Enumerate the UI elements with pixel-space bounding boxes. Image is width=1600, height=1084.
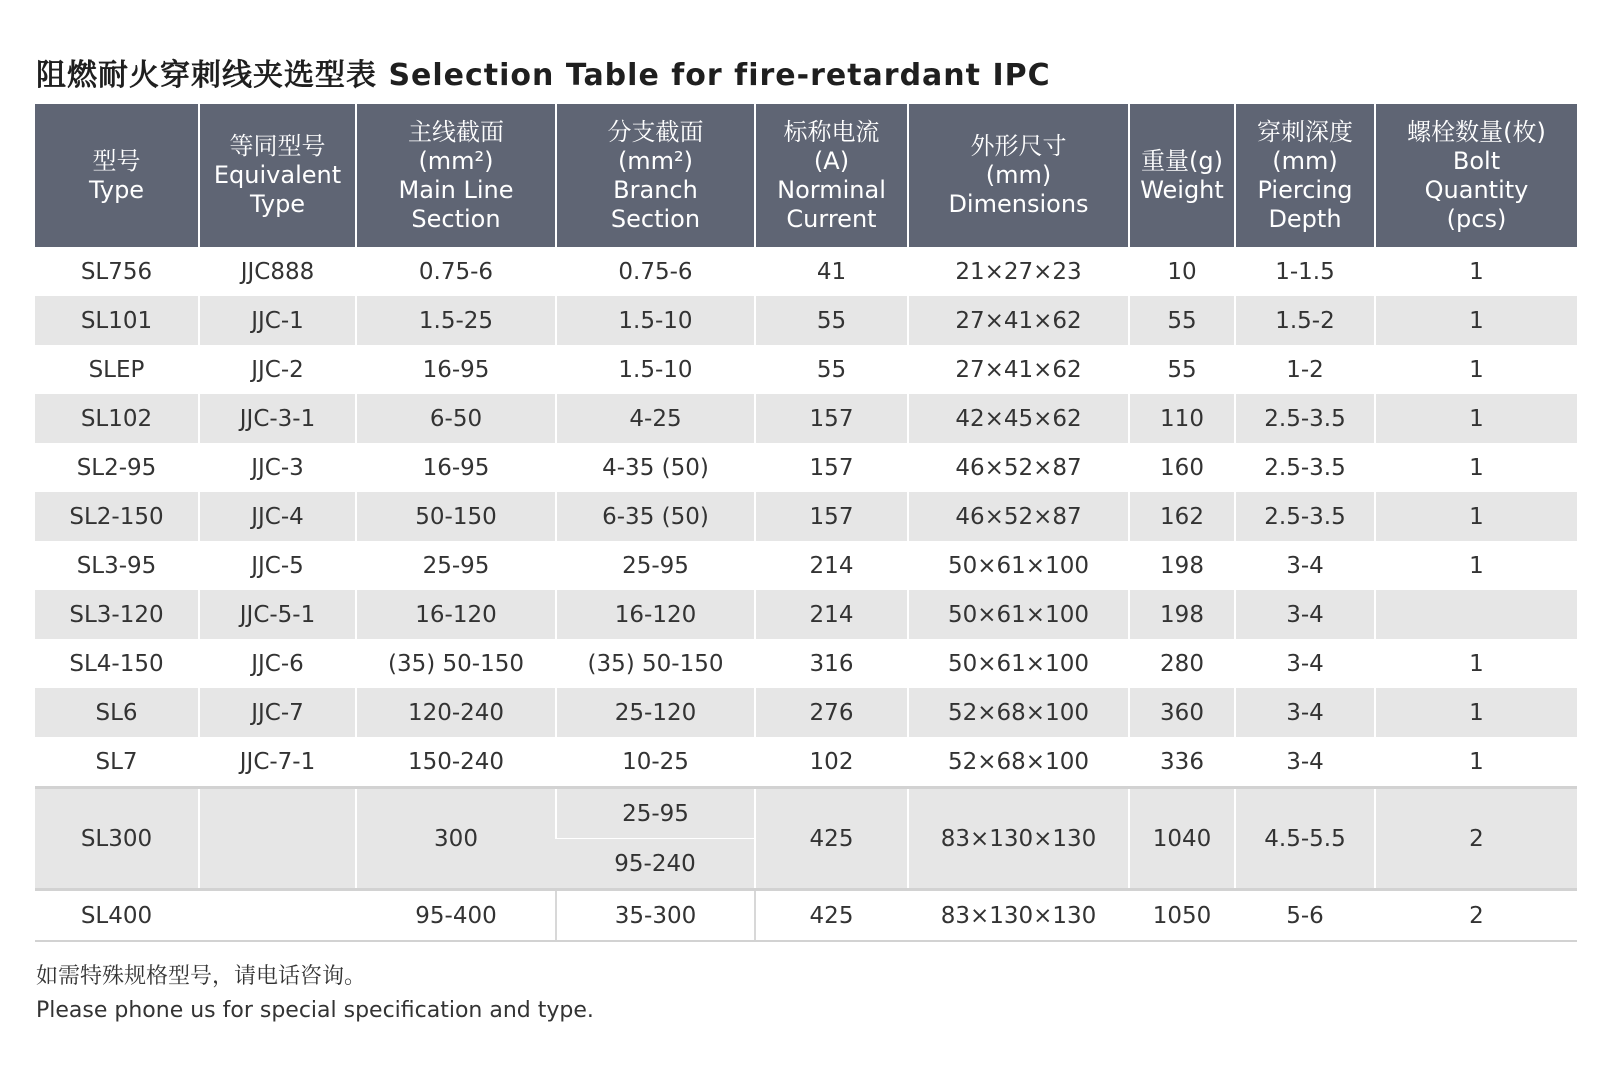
table-row xyxy=(35,443,1577,492)
cell-depth: 3-4 xyxy=(1235,688,1375,737)
cell-type: SL3-95 xyxy=(76,552,157,579)
cell-main-section: 0.75-6 xyxy=(356,247,556,296)
cell-main-section: 16-120 xyxy=(356,590,556,639)
cell-depth: 3-4 xyxy=(1235,737,1375,788)
cell-branch-section: 4-35 (50) xyxy=(556,443,755,492)
cell-bolts xyxy=(1375,590,1577,639)
cell-weight: 162 xyxy=(1129,492,1235,541)
cell-depth: 3-4 xyxy=(1235,541,1375,590)
cell-depth: 5-6 xyxy=(1235,890,1375,942)
cell-type: SL756 xyxy=(80,258,153,285)
cell-dimensions: 27×41×62 xyxy=(908,296,1129,345)
cell-branch-section: 0.75-6 xyxy=(556,247,755,296)
cell-type: SL101 xyxy=(35,296,199,345)
header-type: 型号 Type xyxy=(35,104,199,247)
cell-current: 276 xyxy=(755,688,908,737)
cell-current: 214 xyxy=(755,590,908,639)
table-row xyxy=(35,492,1577,541)
cell-type: SL2-95 xyxy=(76,454,157,481)
cell-depth: 3-4 xyxy=(1235,590,1375,639)
cell-bolts: 1 xyxy=(1375,737,1577,788)
table-row xyxy=(35,737,1577,788)
cell-main-section: 16-95 xyxy=(356,345,556,394)
cell-type: SL7 xyxy=(95,748,138,775)
table-row xyxy=(35,541,1577,590)
cell-type: SL400 xyxy=(35,890,199,942)
cell-main-section: 16-95 xyxy=(356,443,556,492)
header-piercing-depth: 穿刺深度 (mm) Piercing Depth xyxy=(1235,104,1375,247)
cell-type: SL300 xyxy=(35,788,199,890)
cell-current: 157 xyxy=(755,492,908,541)
cell-bolts: 1 xyxy=(1375,639,1577,688)
cell-bolts: 2 xyxy=(1375,788,1577,890)
table-row-sl300 xyxy=(35,788,1577,839)
cell-main-section: 6-50 xyxy=(356,394,556,443)
cell-type: SL6 xyxy=(35,688,199,737)
cell-branch-section: 35-300 xyxy=(556,890,755,942)
cell-bolts: 1 xyxy=(1375,492,1577,541)
cell-weight: 198 xyxy=(1129,541,1235,590)
cell-main-section: 120-240 xyxy=(356,688,556,737)
cell-main-section: 25-95 xyxy=(356,541,556,590)
cell-depth: 2.5-3.5 xyxy=(1235,492,1375,541)
cell-branch-section: 4-25 xyxy=(556,394,755,443)
cell-current: 55 xyxy=(755,296,908,345)
cell-dimensions: 50×61×100 xyxy=(908,590,1129,639)
cell-depth: 2.5-3.5 xyxy=(1235,443,1375,492)
cell-branch-section: 6-35 (50) xyxy=(556,492,755,541)
cell-current: 41 xyxy=(755,247,908,296)
cell-equivalent: JJC-4 xyxy=(199,492,356,541)
cell-equivalent: JJC888 xyxy=(199,247,356,296)
cell-depth: 1-2 xyxy=(1235,345,1375,394)
cell-equivalent xyxy=(199,788,356,890)
header-bolt-quantity: 螺栓数量(枚) Bolt Quantity (pcs) xyxy=(1375,104,1577,247)
cell-bolts: 1 xyxy=(1375,345,1577,394)
cell-weight: 110 xyxy=(1129,394,1235,443)
cell-dimensions: 46×52×87 xyxy=(908,443,1129,492)
cell-current: 425 xyxy=(755,788,908,890)
cell-branch-section: 25-120 xyxy=(556,688,755,737)
page-title: 阻燃耐火穿刺线夹选型表 Selection Table for fire-retardant IPC xyxy=(36,58,1051,93)
table-body xyxy=(35,247,1577,941)
header-dimensions: 外形尺寸 (mm) Dimensions xyxy=(908,104,1129,247)
cell-equivalent: JJC-2 xyxy=(199,345,356,394)
cell-type: SL3-120 xyxy=(35,590,199,639)
cell-dimensions: 50×61×100 xyxy=(908,639,1129,688)
cell-equivalent: JJC-3 xyxy=(199,443,356,492)
table-row xyxy=(35,639,1577,688)
cell-dimensions: 50×61×100 xyxy=(908,541,1129,590)
cell-main-section: 150-240 xyxy=(356,737,556,788)
cell-equivalent: JJC-6 xyxy=(199,639,356,688)
cell-branch-section: (35) 50-150 xyxy=(556,639,755,688)
cell-bolts: 1 xyxy=(1375,541,1577,590)
table-row xyxy=(35,394,1577,443)
header-nominal-current: 标称电流 (A) Norminal Current xyxy=(755,104,908,247)
cell-type: SL2-150 xyxy=(35,492,199,541)
cell-equivalent: JJC-7-1 xyxy=(199,737,356,788)
cell-dimensions: 83×130×130 xyxy=(908,890,1129,942)
cell-main-section: 95-400 xyxy=(356,890,556,942)
cell-depth: 1-1.5 xyxy=(1235,247,1375,296)
header-branch-section: 分支截面 (mm²) Branch Section xyxy=(556,104,755,247)
table-row xyxy=(35,688,1577,737)
cell-current: 157 xyxy=(755,394,908,443)
cell-dimensions: 27×41×62 xyxy=(908,345,1129,394)
cell-type: SL4-150 xyxy=(69,650,164,677)
cell-current: 157 xyxy=(755,443,908,492)
cell-bolts: 1 xyxy=(1375,247,1577,296)
cell-type: SL102 xyxy=(35,394,199,443)
cell-depth: 1.5-2 xyxy=(1235,296,1375,345)
cell-bolts: 2 xyxy=(1375,890,1577,942)
cell-dimensions: 46×52×87 xyxy=(908,492,1129,541)
table-row-sl400 xyxy=(35,890,1577,942)
cell-main-section: (35) 50-150 xyxy=(356,639,556,688)
note-chinese: 如需特殊规格型号，请电话咨询。 xyxy=(36,964,367,989)
header-weight: 重量(g) Weight xyxy=(1129,104,1235,247)
cell-branch-section: 1.5-10 xyxy=(556,345,755,394)
cell-bolts: 1 xyxy=(1375,688,1577,737)
cell-depth: 3-4 xyxy=(1235,639,1375,688)
cell-dimensions: 21×27×23 xyxy=(908,247,1129,296)
cell-depth: 4.5-5.5 xyxy=(1235,788,1375,890)
cell-depth: 2.5-3.5 xyxy=(1235,394,1375,443)
cell-current: 102 xyxy=(755,737,908,788)
cell-current: 316 xyxy=(755,639,908,688)
cell-weight: 336 xyxy=(1129,737,1235,788)
cell-equivalent: JJC-1 xyxy=(199,296,356,345)
cell-branch-section: 1.5-10 xyxy=(556,296,755,345)
cell-dimensions: 83×130×130 xyxy=(908,788,1129,890)
cell-bolts: 1 xyxy=(1375,394,1577,443)
cell-equivalent: JJC-5 xyxy=(199,541,356,590)
cell-bolts: 1 xyxy=(1375,296,1577,345)
cell-weight: 55 xyxy=(1129,345,1235,394)
cell-dimensions: 42×45×62 xyxy=(908,394,1129,443)
table-header-row xyxy=(35,104,1577,247)
cell-weight: 55 xyxy=(1129,296,1235,345)
table-row xyxy=(35,247,1577,296)
footnotes xyxy=(36,960,594,1028)
cell-equivalent: JJC-5-1 xyxy=(199,590,356,639)
note-english: Please phone us for special specification and type. xyxy=(36,998,594,1023)
cell-weight: 280 xyxy=(1129,639,1235,688)
selection-table xyxy=(35,104,1577,942)
cell-current: 214 xyxy=(755,541,908,590)
cell-main-section: 50-150 xyxy=(356,492,556,541)
cell-weight: 1050 xyxy=(1129,890,1235,942)
cell-branch-section: 25-95 xyxy=(556,541,755,590)
table-row xyxy=(35,345,1577,394)
cell-dimensions: 52×68×100 xyxy=(908,737,1129,788)
table-row xyxy=(35,590,1577,639)
header-equivalent-type: 等同型号 Equivalent Type xyxy=(199,104,356,247)
cell-current: 55 xyxy=(755,345,908,394)
cell-branch-section: 10-25 xyxy=(556,737,755,788)
cell-weight: 360 xyxy=(1129,688,1235,737)
cell-main-section: 300 xyxy=(356,788,556,890)
header-main-line-section: 主线截面 (mm²) Main Line Section xyxy=(356,104,556,247)
cell-type: SLEP xyxy=(88,356,145,383)
cell-current: 425 xyxy=(755,890,908,942)
cell-main-section: 1.5-25 xyxy=(356,296,556,345)
cell-weight: 160 xyxy=(1129,443,1235,492)
cell-weight: 198 xyxy=(1129,590,1235,639)
cell-dimensions: 52×68×100 xyxy=(908,688,1129,737)
cell-branch-section: 25-95 xyxy=(556,788,755,839)
cell-weight: 10 xyxy=(1129,247,1235,296)
cell-equivalent: JJC-7 xyxy=(199,688,356,737)
cell-weight: 1040 xyxy=(1129,788,1235,890)
table-row xyxy=(35,296,1577,345)
cell-branch-section: 95-240 xyxy=(556,839,755,890)
cell-equivalent: JJC-3-1 xyxy=(199,394,356,443)
cell-equivalent xyxy=(199,890,356,942)
cell-bolts: 1 xyxy=(1375,443,1577,492)
cell-branch-section: 16-120 xyxy=(556,590,755,639)
